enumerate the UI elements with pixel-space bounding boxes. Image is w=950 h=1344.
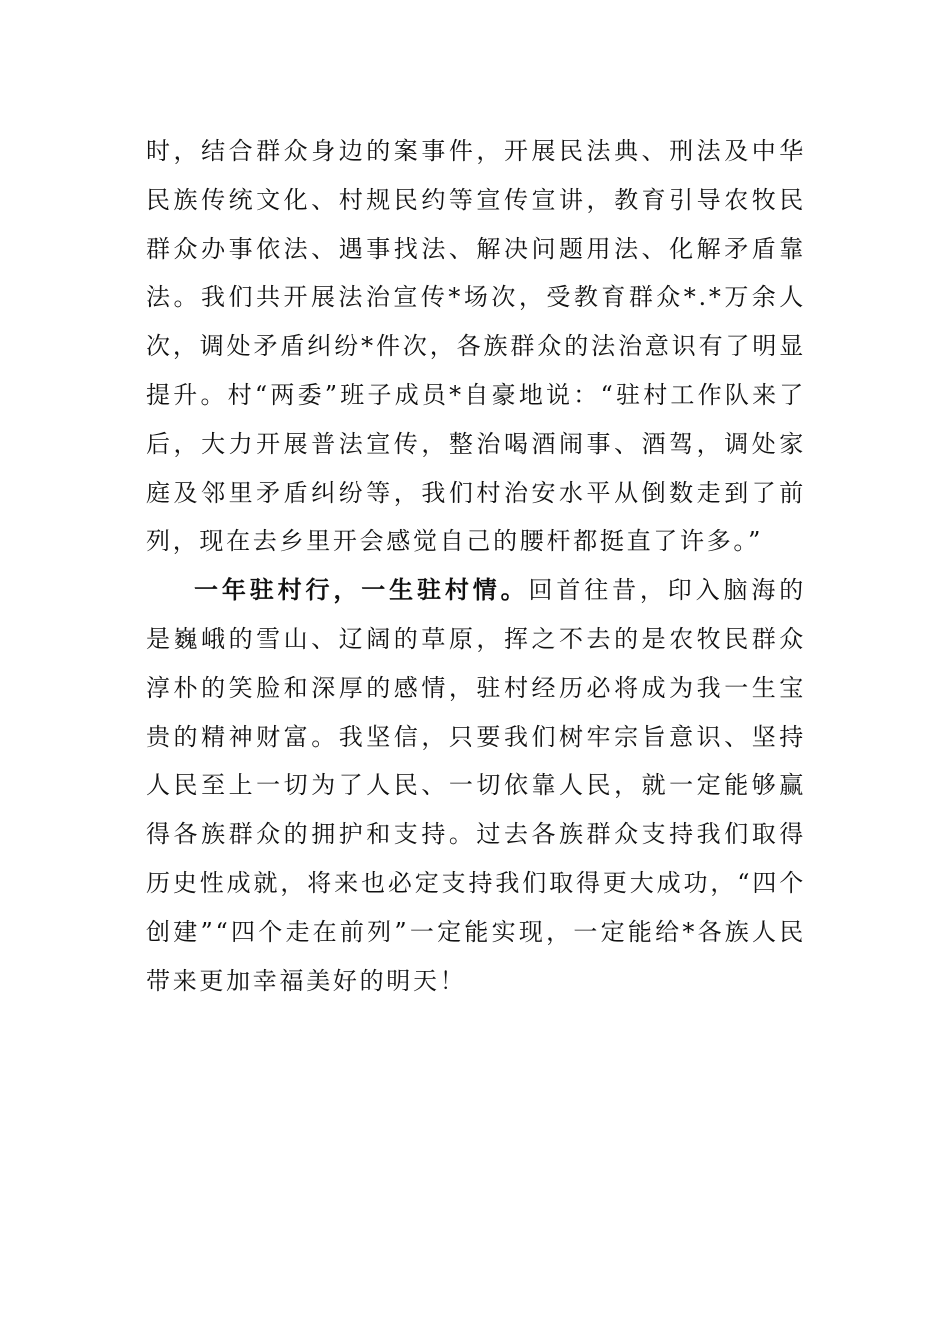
paragraph-body: 回首往昔，印入脑海的是巍峨的雪山、辽阔的草原，挥之不去的是农牧民群众淳朴的笑脸和深厚的感情，驻村经历必将成为我一生宝贵的精神财富。我坚信，只要我们树牢宗旨意识、坚持人民至上一切为了人民、一切依靠人民，就一定能够赢得各族群众的拥护和支持。过去各族群众支持我们取得历史性成就，将来也必定支持我们取得更大成功，“四个创建”“四个走在前列”一定能实现，一定能给*各族人民带来更加幸福美好的明天！ xyxy=(146,576,806,995)
paragraph-legal-publicity xyxy=(146,127,806,566)
paragraph-village-reflection xyxy=(146,566,806,1005)
document-page xyxy=(146,127,806,1005)
paragraph-body: 时，结合群众身边的案事件，开展民法典、刑法及中华民族传统文化、村规民约等宣传宣讲，教育引导农牧民群众办事依法、遇事找法、解决问题用法、化解矛盾靠法。我们共开展法治宣传*场次，受教育群众*.*万余人次，调处矛盾纠纷*件次，各族群众的法治意识有了明显提升。村“两委”班子成员*自豪地说：“驻村工作队来了后，大力开展普法宣传，整治喝酒闹事、酒驾，调处家庭及邻里矛盾纠纷等，我们村治安水平从倒数走到了前列，现在去乡里开会感觉自己的腰杆都挺直了许多。” xyxy=(146,137,806,556)
paragraph-lead-bold: 一年驻村行，一生驻村情。 xyxy=(194,575,529,605)
